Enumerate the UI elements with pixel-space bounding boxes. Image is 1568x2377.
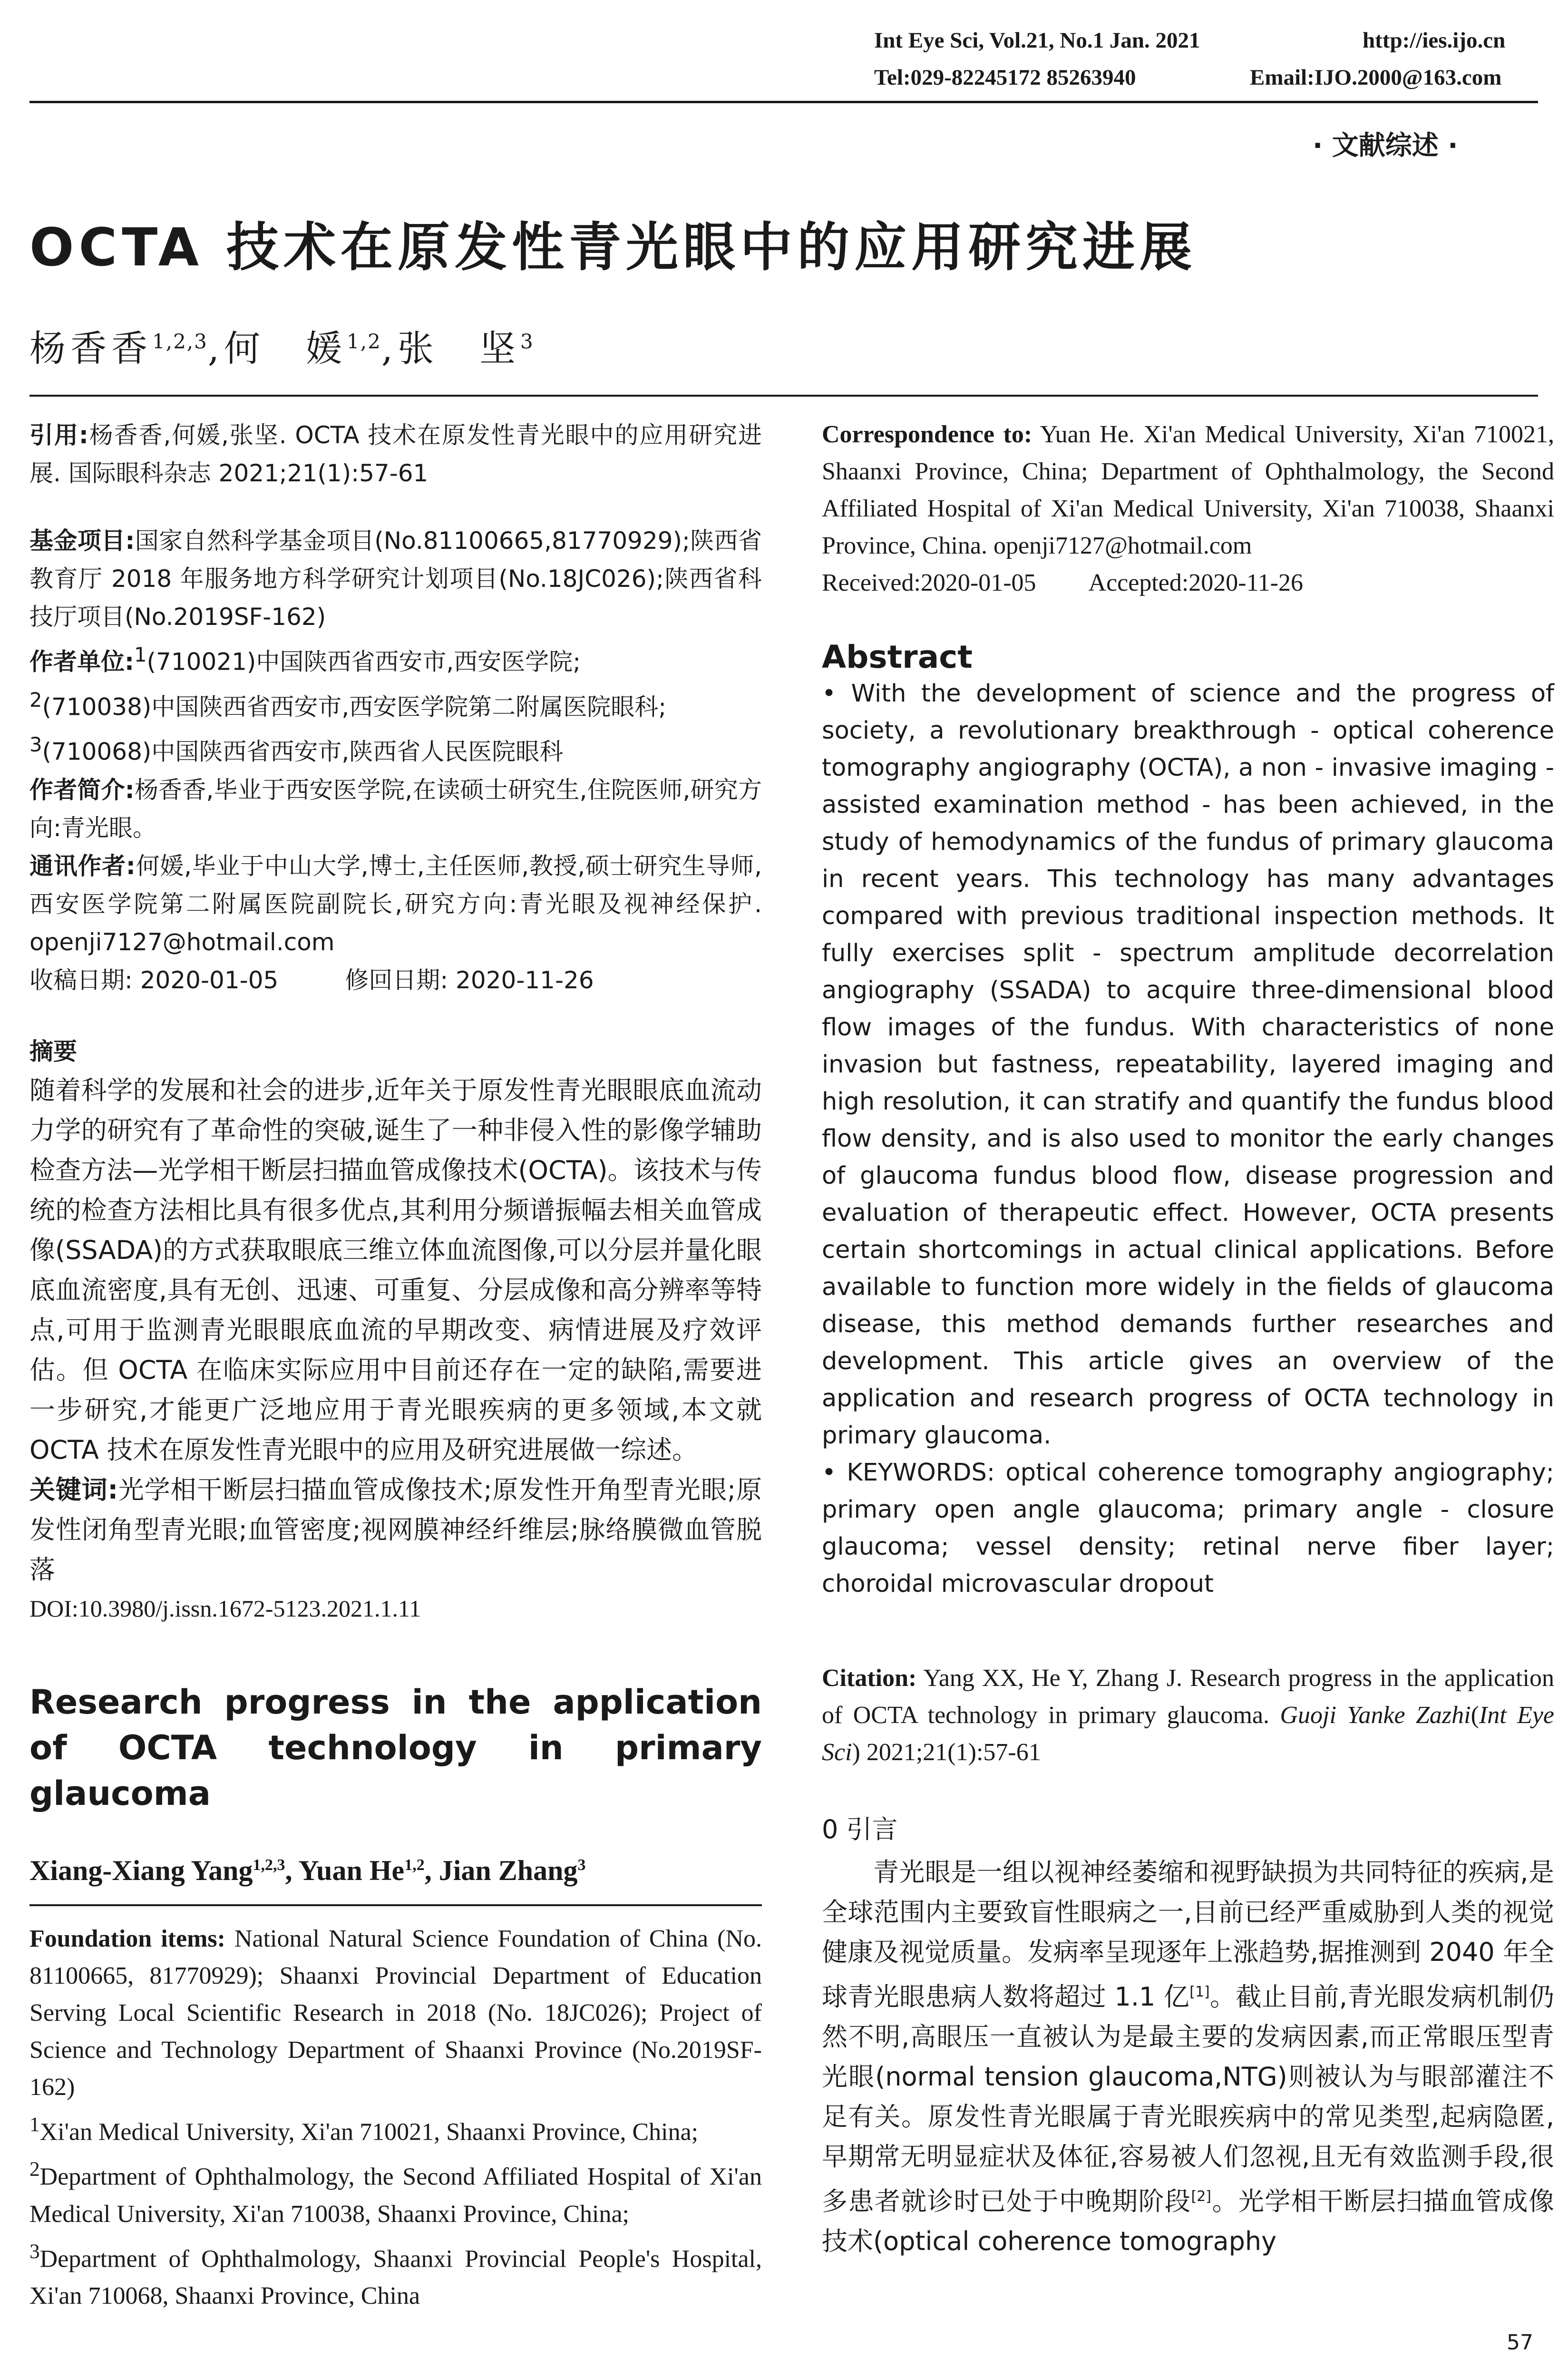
author-1-sup: 1,2,3 <box>152 330 208 353</box>
author-3-sup: 3 <box>520 330 534 353</box>
journal-email: Email:IJO.2000@163.com <box>1250 65 1502 90</box>
citation-cn: 引用:杨香香,何媛,张坚. OCTA 技术在原发性青光眼中的应用研究进展. 国际眼科杂志 2021;21(1):57-61 <box>29 421 762 487</box>
authors-rule <box>29 1904 762 1906</box>
title-cn: OCTA 技术在原发性青光眼中的应用研究进展 <box>29 217 1197 278</box>
page-number: 57 <box>1507 2330 1533 2355</box>
author-2-sup: 1,2 <box>347 330 381 353</box>
authors-en: Xiang-Xiang Yang$^{1,2,3}$, Yuan He$^{1,2}$, Jian Zhang$^3$ <box>29 1854 586 1886</box>
abstract-cn: 随着科学的发展和社会的进步,近年关于原发性青光眼眼底血流动力学的研究有了革命性的突破,诞生了一种非侵入性的影像学辅助检查方法—光学相干断层扫描血管成像技术(OCTA)。该技术与传统的检查方法相比具有很多优点,其利用分频谱振幅去相关血管成像(SSADA)的方式获取眼底三维立体血流图像,可以分层并量化眼底血流密度,具有无创、迅速、可重复、分层成像和高分辨率等特点,可用于监测青光眼眼底血流的早期改变、病情进展及疗效评估。但 OCTA 在临床实际应用中目前还存在一定的缺陷,需要进一步研究,才能更广泛地应用于青光眼疾病的更多领域,本文就 OCTA 技术在原发性青光眼中的应用及研究进展做一综述。 <box>29 1075 762 1465</box>
abstract-heading-en: Abstract <box>822 639 973 675</box>
ref-1: [1] <box>1189 1984 1210 2000</box>
foundation-en: Foundation items: National Natural Science Foundation of China (No. 81100665, 81770929); Shaanxi Provincial Department of Education Serving Local Scientific Research in 2018 (No. 18JC026); Project of Science and Technology Department of Shaanxi Province (No.2019SF-162) <box>29 1925 762 2101</box>
right-column <box>822 416 1554 2261</box>
abstract-en: • With the development of science and the progress of society, a revolutionary breakthrough - optical coherence tomography angiography (OCTA), a non - invasive imaging - assisted examination method - has been achieved, in the study of hemodynamics of the fundus of primary glaucoma in recent years. This technology has many advantages compared with previous traditional inspection methods. It fully exercises split - spectrum amplitude decorrelation angiography (SSADA) to acquire three-dimensional blood flow images of the fundus. With characteristics of none invasion but fastness, repeatability, layered imaging and high resolution, it can stratify and quantify the fundus blood flow density, and is also used to monitor the early changes of glaucoma fundus blood flow, disease progression and evaluation of therapeutic effect. However, OCTA presents certain shortcomings in actual clinical applications. Before available to function more widely in the fields of glaucoma disease, this method demands further researches and development. This article gives an overview of the application and research progress of OCTA technology in primary glaucoma. <box>822 680 1554 1450</box>
left-column <box>29 416 762 2315</box>
corr-cn: 通讯作者:何媛,毕业于中山大学,博士,主任医师,教授,硕士研究生导师,西安医学院第二附属医院副院长,研究方向:青光眼及视神经保护. openji7127@hotmail.com <box>29 852 762 956</box>
author-2: 何 媛 <box>224 327 347 370</box>
affiliation-1: $^1$Xi'an Medical University, Xi'an 710021, Shaanxi Province, China; <box>29 2113 699 2146</box>
doi: DOI:10.3980/j.issn.1672-5123.2021.1.11 <box>29 1595 421 1622</box>
authors-cn: 杨香香$^{1,2,3}$,何 媛$^{1,2}$,张 坚$^3$ <box>29 327 534 370</box>
affiliation-2: $^2$Department of Ophthalmology, the Second Affiliated Hospital of Xi'an Medical University, Xi'an 710038, Shaanxi Province, China; <box>29 2158 762 2228</box>
fund-cn: 基金项目:国家自然科学基金项目(No.81100665,81770929);陕西省教育厅 2018 年服务地方科学研究计划项目(No.18JC026);陕西省科技厅项目(No.2019SF-162) <box>29 527 762 631</box>
author-1: 杨香香 <box>29 327 152 370</box>
title-en: Research progress in the application of OCTA technology in primary glaucoma <box>29 1682 762 1813</box>
abstract-heading-cn: 摘要 <box>29 1037 77 1065</box>
keywords-cn: 关键词:光学相干断层扫描血管成像技术;原发性开角型青光眼;原发性闭角型青光眼;血管密度;视网膜神经纤维层;脉络膜微血管脱落 <box>29 1474 762 1585</box>
dates-en: Received:2020-01-05 Accepted:2020-11-26 <box>822 569 1304 596</box>
ref-2: [2] <box>1191 2188 1211 2205</box>
title-rule <box>29 395 1538 397</box>
header-rule <box>29 101 1538 103</box>
journal-tel: Tel:029-82245172 85263940 <box>874 65 1136 90</box>
intro-text: 青光眼是一组以视神经萎缩和视野缺损为共同特征的疾病,是全球范围内主要致盲性眼病之一,目前已经严重威胁到人类的视觉健康及视觉质量。发病率呈现逐年上涨趋势,据推测到 2040 年全球青光眼患病人数将超过 1.1 亿[1]。截止目前,青光眼发病机制仍然不明,高眼压一直被认为是最主要的发病因素,而正常眼压型青光眼(normal tension glaucoma,NTG)则被认为与眼部灌注不足有关。原发性青光眼属于青光眼疾病中的常见类型,起病隐匿,早期常无明显症状及体征,容易被人们忽视,且无有效监测手段,很多患者就诊时已处于中晚期阶段[2]。光学相干断层扫描血管成像技术(optical coherence tomography <box>822 1857 1555 2256</box>
journal-info: Int Eye Sci, Vol.21, No.1 Jan. 2021 <box>874 28 1200 53</box>
intro-heading: 0 引言 <box>822 1814 898 1844</box>
author-3: 张 坚 <box>398 327 521 370</box>
citation-en: Citation: Yang XX, He Y, Zhang J. Research progress in the application of OCTA technology in primary glaucoma. Guoji Yanke Zazhi(Int Eye Sci) 2021;21(1):57-61 <box>822 1665 1555 1766</box>
bio-cn: 作者简介:杨香香,毕业于西安医学院,在读硕士研究生,住院医师,研究方向:青光眼。 <box>29 776 762 842</box>
units-cn: 作者单位:$^1$(710021)中国陕西省西安市,西安医学院; $^2$(710038)中国陕西省西安市,西安医学院第二附属医院眼科; $^3$(710068)中国陕西省西安市,陕西省人民医院眼科 <box>29 643 667 766</box>
journal-url: http://ies.ijo.cn <box>1363 28 1506 53</box>
affiliation-3: $^3$Department of Ophthalmology, Shaanxi Provincial People's Hospital, Xi'an 710068, Shaanxi Province, China <box>29 2240 762 2309</box>
correspondence-en: Correspondence to: Yuan He. Xi'an Medical University, Xi'an 710021, Shaanxi Province, China; Department of Ophthalmology, the Second Affiliated Hospital of Xi'an Medical University, Xi'an 710038, Shaanxi Province, China. openji7127@hotmail.com <box>822 421 1554 559</box>
section-label: · 文献综述 · <box>1313 130 1458 161</box>
dates-cn: 收稿日期: 2020-01-05 修回日期: 2020-11-26 <box>29 966 594 994</box>
keywords-en: • KEYWORDS: optical coherence tomography angiography; primary open angle glaucoma; primary angle - closure glaucoma; vessel density; retinal nerve fiber layer; choroidal microvascular dropout <box>822 1459 1554 1598</box>
